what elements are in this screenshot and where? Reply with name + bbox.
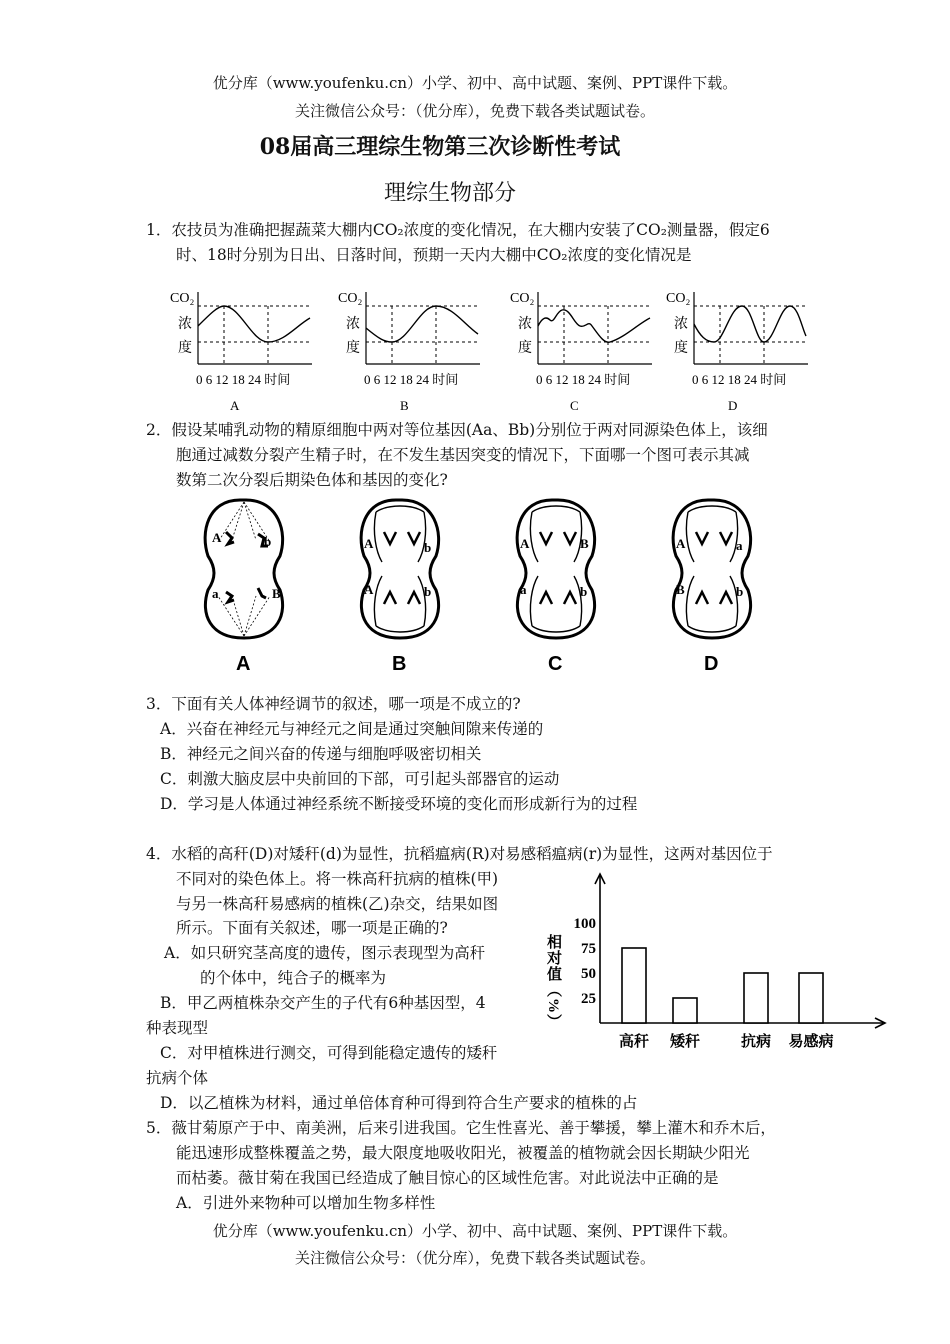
svg-text:D: D [704, 653, 719, 675]
svg-text:B: B [676, 582, 685, 597]
q1-graph-a [170, 291, 312, 413]
svg-text:A: A [364, 582, 374, 597]
section-subtitle: 理综生物部分 [383, 181, 516, 206]
q4-stem-line2: 不同对的染色体上。将一株高秆抗病的植株(甲) [176, 870, 499, 888]
svg-text:浓: 浓 [674, 317, 688, 332]
q3-option-b: B．神经元之间兴奋的传递与细胞呼吸密切相关 [160, 745, 482, 763]
svg-text:浓: 浓 [518, 317, 532, 332]
svg-text:A: A [364, 536, 374, 551]
x-category-label: 矮秆 [669, 1034, 701, 1050]
svg-text:b: b [424, 540, 432, 555]
svg-text:A: A [212, 530, 222, 545]
q4-option-b-line2: 种表现型 [146, 1019, 209, 1037]
svg-text:度: 度 [674, 341, 688, 356]
svg-text:D: D [728, 398, 738, 413]
q3-option-d: D．学习是人体通过神经系统不断接受环境的变化而形成新行为的过程 [160, 795, 638, 813]
svg-text:a: a [520, 582, 527, 597]
footer-line-2: 关注微信公众号：（优分库），免费下载各类试题试卷。 [294, 1249, 655, 1267]
q4-option-b-line1: B．甲乙两植株杂交产生的子代有6种基因型，4 [160, 994, 486, 1012]
q5-option-a: A．引进外来物种可以增加生物多样性 [176, 1194, 436, 1212]
svg-text:度: 度 [518, 341, 532, 356]
svg-text:度: 度 [178, 341, 192, 356]
bar-3 [799, 973, 823, 1023]
svg-text:a: a [212, 586, 219, 601]
svg-text:0 6 12 18 24 时间: 0 6 12 18 24 时间 [536, 372, 631, 387]
q5-stem-line3: 而枯萎。薇甘菊在我国已经造成了触目惊心的区域性危害。对此说法中正确的是 [176, 1169, 719, 1187]
q2-cell-a [205, 500, 283, 675]
q3-option-a: A．兴奋在神经元与神经元之间是通过突触间隙来传递的 [160, 720, 544, 738]
x-category-label: 易感病 [788, 1034, 834, 1050]
y-tick-label: 25 [581, 991, 596, 1007]
svg-text:0 6 12 18 24 时间: 0 6 12 18 24 时间 [364, 372, 459, 387]
svg-text:a: a [736, 538, 743, 553]
x-category-label: 高秆 [618, 1034, 650, 1050]
q2-cell-label: A [236, 653, 251, 675]
header-line-2: 关注微信公众号：（优分库），免费下载各类试题试卷。 [294, 102, 655, 120]
q4-bar-chart [545, 870, 895, 1060]
q3-option-c: C．刺激大脑皮层中央前回的下部，可引起头部器官的运动 [160, 770, 560, 788]
q1-graphs [160, 284, 840, 418]
q4-option-a-line2: 的个体中，纯合子的概率为 [200, 969, 387, 987]
y-tick-label: 50 [581, 966, 596, 982]
svg-text:B: B [400, 398, 409, 413]
q4-option-d: D．以乙植株为材料，通过单倍体育种可得到符合生产要求的植株的占 [160, 1094, 638, 1112]
q4-option-c-line2: 抗病个体 [146, 1069, 209, 1087]
q4-stem-line3: 与另一株高秆易感病的植株(乙)杂交，结果如图 [176, 895, 499, 913]
svg-text:CO₂: CO₂ [338, 291, 363, 306]
svg-text:浓: 浓 [178, 317, 192, 332]
svg-text:b: b [580, 584, 588, 599]
svg-text:A: A [520, 536, 530, 551]
q1-graph-b [338, 291, 480, 413]
q3-stem: 3．下面有关人体神经调节的叙述，哪一项是不成立的? [146, 695, 521, 713]
q2-stem-line3: 数第二次分裂后期染色体和基因的变化? [176, 471, 448, 489]
y-axis-label: 相对值（%） [545, 934, 561, 1030]
graph-option-label: A [230, 398, 240, 413]
header-line-1: 优分库（www.youfenku.cn）小学、初中、高中试题、案例、PPT课件下载。 [212, 74, 738, 92]
footer-line-1: 优分库（www.youfenku.cn）小学、初中、高中试题、案例、PPT课件下载。 [212, 1222, 738, 1240]
svg-text:度: 度 [346, 341, 360, 356]
y-tick-label: 100 [573, 916, 596, 932]
q2-cell-d [673, 500, 751, 675]
x-category-label: 抗病 [740, 1034, 772, 1050]
svg-text:C: C [548, 653, 563, 675]
bar-1 [673, 998, 697, 1023]
q5-stem-line2: 能迅速形成整株覆盖之势，最大限度地吸收阳光，被覆盖的植物就会因长期缺少阳光 [176, 1144, 750, 1162]
svg-text:b: b [264, 534, 272, 549]
svg-text:0 6 12 18 24 时间: 0 6 12 18 24 时间 [196, 372, 291, 387]
svg-text:A: A [676, 536, 686, 551]
q5-stem-line1: 5．薇甘菊原产于中、南美洲，后来引进我国。它生性喜光、善于攀援，攀上灌木和乔木后， [146, 1119, 776, 1137]
q2-stem-line2: 胞通过减数分裂产生精子时，在不发生基因突变的情况下，下面哪一个图可表示其减 [176, 446, 750, 464]
graph-ylabel-co2: CO₂ [170, 291, 195, 306]
svg-text:B: B [392, 653, 407, 675]
svg-text:浓: 浓 [346, 317, 360, 332]
svg-text:CO₂: CO₂ [510, 291, 535, 306]
page-title: 08届高三理综生物第三次诊断性考试 [259, 134, 621, 160]
svg-text:CO₂: CO₂ [666, 291, 691, 306]
q4-stem-line1: 4．水稻的高秆(D)对矮秆(d)为显性，抗稻瘟病(R)对易感稻瘟病(r)为显性，这两对基因位于 [146, 845, 773, 863]
svg-text:b: b [424, 584, 432, 599]
q1-graph-c [510, 291, 652, 413]
q1-stem-line2: 时、18时分别为日出、日落时间，预期一天内大棚中CO₂浓度的变化情况是 [176, 246, 692, 264]
bar-2 [744, 973, 768, 1023]
svg-text:b: b [736, 584, 744, 599]
q4-option-c-line1: C．对甲植株进行测交，可得到能稳定遗传的矮秆 [160, 1044, 498, 1062]
bar-0 [622, 948, 646, 1023]
y-tick-label: 75 [581, 941, 596, 957]
svg-text:B: B [272, 586, 281, 601]
q4-stem-line4: 所示。下面有关叙述，哪一项是正确的? [176, 919, 448, 937]
q1-stem-line1: 1．农技员为准确把握蔬菜大棚内CO₂浓度的变化情况，在大棚内安装了CO₂测量器，假定6 [146, 221, 770, 239]
svg-text:C: C [570, 398, 579, 413]
q4-option-a-line1: A．如只研究茎高度的遗传，图示表现型为高秆 [164, 944, 486, 962]
q2-cell-diagrams [196, 492, 776, 682]
q2-cell-c [517, 500, 595, 675]
q2-stem-line1: 2．假设某哺乳动物的精原细胞中两对等位基因(Aa、Bb)分别位于两对同源染色体上，该细 [146, 421, 768, 439]
svg-text:B: B [580, 536, 589, 551]
svg-text:0 6 12 18 24 时间: 0 6 12 18 24 时间 [692, 372, 787, 387]
q2-cell-b [361, 500, 439, 675]
q1-graph-d [666, 291, 808, 413]
